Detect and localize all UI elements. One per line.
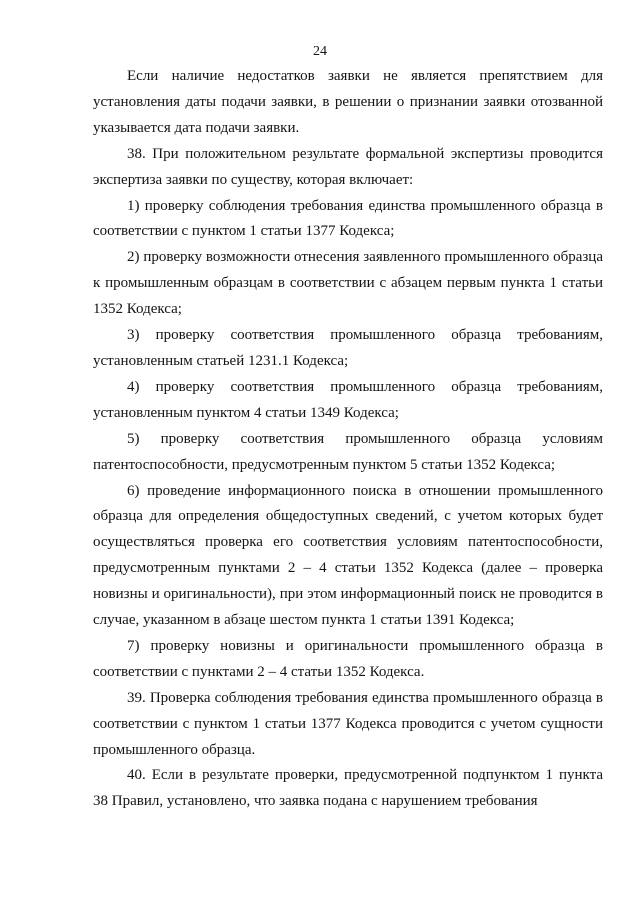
paragraph: 38. При положительном результате формальной экспертизы проводится экспертиза заявки по существу, которая включает: (93, 145, 603, 188)
paragraph: 6) проведение информационного поиска в отношении промышленного образца для определения общедоступных сведений, с учетом которых будет осуществляться проверка его соответствия условиям патентоспособности, предусмотренным пунктами 2 – 4 статьи 1352 Кодекса (далее – проверка новизны и оригинальности), при этом информационный поиск не проводится в случае, указанном в абзаце шестом пункта 1 статьи 1391 Кодекса; (93, 482, 603, 629)
paragraph: 1) проверку соблюдения требования единства промышленного образца в соответствии с пунктом 1 статьи 1377 Кодекса; (93, 197, 603, 240)
paragraph: 3) проверку соответствия промышленного образца требованиям, установленным статьей 1231.1 Кодекса; (93, 327, 603, 369)
paragraph: 5) проверку соответствия промышленного образца условиям патентоспособности, предусмотренным пунктом 5 статьи 1352 Кодекса; (93, 430, 603, 473)
paragraph: 7) проверку новизны и оригинальности промышленного образца в соответствии с пунктами 2 – 4 статьи 1352 Кодекса. (93, 637, 603, 680)
paragraph: 40. Если в результате проверки, предусмотренной подпунктом 1 пункта 38 Правил, установлено, что заявка подана с нарушением требования (93, 767, 603, 810)
document-body (93, 64, 603, 815)
paragraph: Если наличие недостатков заявки не является препятствием для установления даты подачи заявки, в решении о признании заявки отозванной указывается дата подачи заявки. (93, 68, 603, 136)
paragraph: 2) проверку возможности отнесения заявленного промышленного образца к промышленным образцам в соответствии с абзацем первым пункта 1 статьи 1352 Кодекса; (93, 249, 603, 318)
paragraph: 39. Проверка соблюдения требования единства промышленного образца в соответствии с пунктом 1 статьи 1377 Кодекса проводится с учетом сущности промышленного образца. (93, 689, 603, 758)
page-number: 24 (313, 44, 327, 59)
paragraph: 4) проверку соответствия промышленного образца требованиям, установленным пунктом 4 статьи 1349 Кодекса; (93, 378, 603, 421)
